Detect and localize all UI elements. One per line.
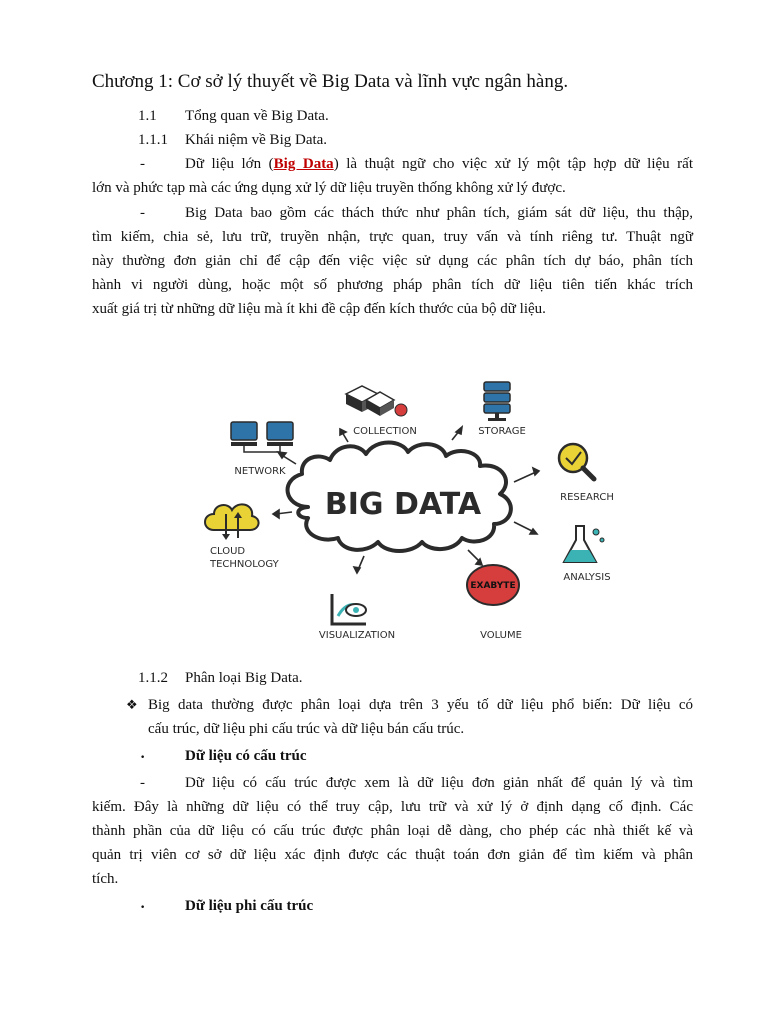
research-label: RESEARCH bbox=[560, 492, 614, 503]
text: Dữ liệu có cấu trúc được xem là dữ liệu đơn giản nhất để quản lý và tìm bbox=[185, 775, 693, 791]
paragraph-line: thành phần của dữ liệu có cấu trúc được phân loại dễ dàng, cho phép các nhà thiết kế và bbox=[92, 823, 693, 839]
chapter-title: Chương 1: Cơ sở lý thuyết về Big Data và lĩnh vực ngân hàng. bbox=[92, 71, 569, 92]
visualization-icon bbox=[332, 594, 366, 624]
storage-icon bbox=[484, 382, 510, 421]
big-data-link[interactable]: Big Data bbox=[273, 156, 334, 172]
section-number: 1.1.1 bbox=[138, 132, 168, 148]
analysis-icon bbox=[564, 526, 604, 562]
text: Big data thường được phân loại dựa trên 3 yếu tố dữ liệu phổ biến: Dữ liệu có bbox=[148, 697, 693, 713]
dash-marker: - bbox=[140, 156, 145, 172]
paragraph-line bbox=[92, 773, 693, 793]
center-label: BIG DATA bbox=[324, 487, 482, 522]
paragraph-line: tìm kiếm, chia sẻ, lưu trữ, truyền nhận, trực quan, truy vấn và tính riêng tư. Thuật ngữ bbox=[92, 229, 693, 245]
bullet-dot: • bbox=[140, 903, 146, 913]
diamond-bullet: ❖ bbox=[126, 698, 138, 713]
section-title: Phân loại Big Data. bbox=[185, 670, 303, 686]
paragraph-line: xuất giá trị từ những dữ liệu mà ít khi đề cập đến kích thước của bộ dữ liệu. bbox=[92, 301, 546, 317]
volume-label: VOLUME bbox=[480, 630, 522, 641]
exabyte-badge: EXABYTE bbox=[470, 581, 516, 591]
subheading-text: Dữ liệu có cấu trúc bbox=[185, 748, 307, 764]
bullet-dot: • bbox=[140, 753, 146, 763]
storage-label: STORAGE bbox=[478, 426, 526, 437]
paragraph-line: kiếm. Đây là những dữ liệu có thể truy cập, lưu trữ và xử lý ở định dạng cố định. Các bbox=[92, 799, 693, 815]
bullet-line bbox=[126, 695, 693, 716]
cloud-label-line1: CLOUD bbox=[210, 546, 246, 557]
section-title: Khái niệm về Big Data. bbox=[185, 132, 328, 148]
visualization-label: VISUALIZATION bbox=[318, 630, 396, 641]
subheading-text: Dữ liệu phi cấu trúc bbox=[185, 898, 314, 914]
cloud-label-line2: TECHNOLOGY bbox=[210, 559, 279, 570]
network-label: NETWORK bbox=[234, 466, 286, 477]
section-1-1 bbox=[138, 106, 329, 126]
dash-marker: - bbox=[140, 775, 145, 791]
paragraph-line: quản trị viên cơ sở dữ liệu xác định được các thuật toán đơn giản để tìm kiếm và phân bbox=[92, 847, 693, 863]
analysis-label: ANALYSIS bbox=[563, 572, 611, 583]
network-icon bbox=[231, 422, 293, 452]
cloud-technology-icon bbox=[205, 504, 259, 540]
bullet-line: cấu trúc, dữ liệu phi cấu trúc và dữ liệu bán cấu trúc. bbox=[148, 721, 465, 737]
subheading-unstructured bbox=[140, 896, 313, 918]
section-1-1-2 bbox=[138, 668, 302, 688]
big-data-figure bbox=[196, 372, 626, 644]
text: ) là thuật ngữ cho việc xử lý một tập hợp dữ liệu rất bbox=[333, 156, 693, 172]
paragraph-line bbox=[92, 154, 693, 174]
collection-label: COLLECTION bbox=[353, 426, 417, 437]
paragraph-line: này thường đơn giản chỉ để cập đến việc việc sử dụng các phân tích dự báo, phân tích bbox=[92, 253, 693, 269]
subheading-structured bbox=[140, 746, 306, 768]
section-number: 1.1.2 bbox=[138, 670, 168, 686]
text: Big Data bao gồm các thách thức như phân tích, giám sát dữ liệu, thu thập, bbox=[185, 205, 693, 221]
text: Dữ liệu lớn ( bbox=[185, 156, 274, 172]
paragraph-line: lớn và phức tạp mà các ứng dụng xử lý dữ liệu truyền thống không xử lý được. bbox=[92, 180, 566, 196]
section-title: Tổng quan về Big Data. bbox=[185, 108, 329, 124]
collection-icon bbox=[346, 386, 407, 416]
section-1-1-1 bbox=[138, 130, 327, 150]
dash-marker: - bbox=[140, 205, 145, 221]
research-icon bbox=[559, 444, 594, 479]
paragraph-line: hành vi người dùng, hoặc một số phương pháp phân tích dữ liệu tiên tiến khác trích bbox=[92, 277, 693, 293]
paragraph-line bbox=[92, 203, 693, 223]
paragraph-line: tích. bbox=[92, 871, 119, 887]
volume-icon bbox=[467, 565, 519, 605]
section-number: 1.1 bbox=[138, 108, 157, 124]
